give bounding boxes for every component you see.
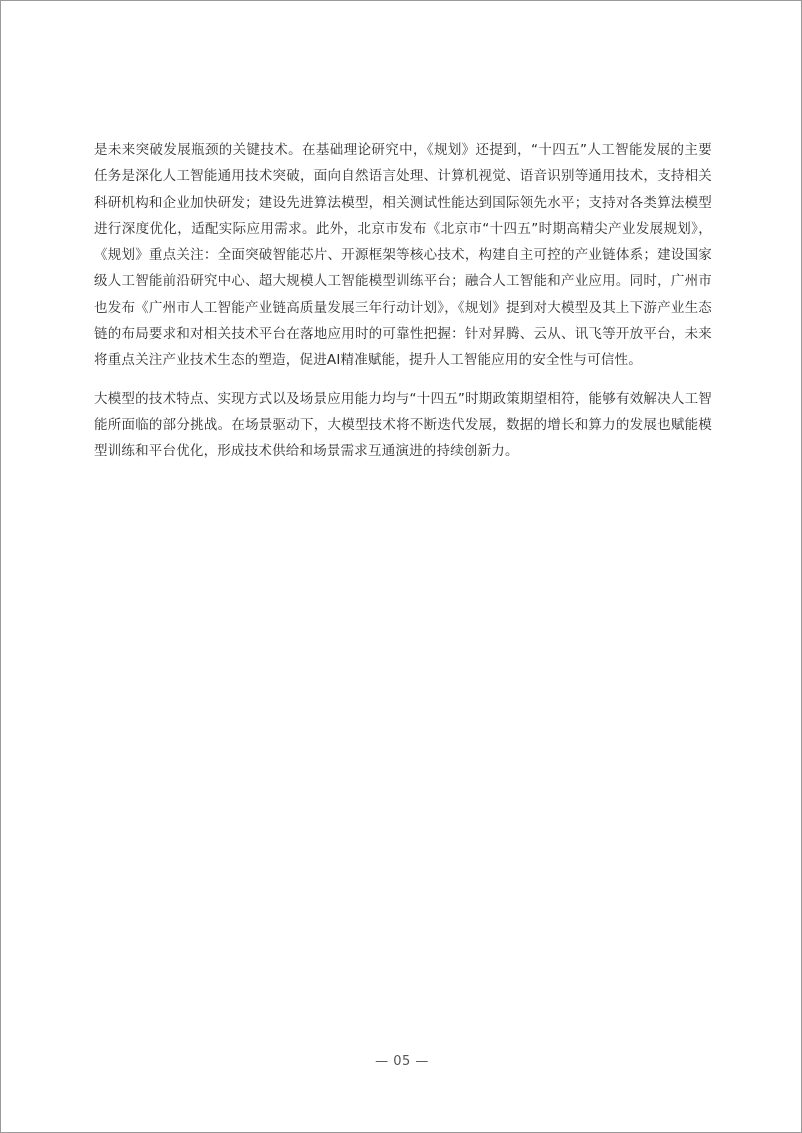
body-text xyxy=(94,137,712,465)
page-number: — 05 — xyxy=(375,1054,429,1069)
paragraph: 大模型的技术特点、实现方式以及场景应用能力均与“十四五”时期政策期望相符，能够有效解决人工智能所面临的部分挑战。在场景驱动下，大模型技术将不断迭代发展，数据的增长和算力的发展也赋能模型训练和平台优化，形成技术供给和场景需求互通演进的持续创新力。 xyxy=(94,390,712,460)
paragraph: 是未来突破发展瓶颈的关键技术。在基础理论研究中，《规划》还提到，“十四五”人工智能发展的主要任务是深化人工智能通用技术突破，面向自然语言处理、计算机视觉、语音识别等通用技术，支持相关科研机构和企业加快研发；建设先进算法模型，相关测试性能达到国际领先水平；支持对各类算法模型进行深度优化，适配实际应用需求。此外，北京市发布《北京市“十四五”时期高精尖产业发展规划》，《规划》重点关注：全面突破智能芯片、开源框架等核心技术，构建自主可控的产业链体系；建设国家级人工智能前沿研究中心、超大规模人工智能模型训练平台；融合人工智能和产业应用。同时，广州市也发布《广州市人工智能产业链高质量发展三年行动计划》，《规划》提到对大模型及其上下游产业生态链的布局要求和对相关技术平台在落地应用时的可靠性把握：针对昇腾、云从、讯飞等开放平台，未来将重点关注产业技术生态的塑造，促进AI精准赋能，提升人工智能应用的安全性与可信性。 xyxy=(94,142,712,369)
